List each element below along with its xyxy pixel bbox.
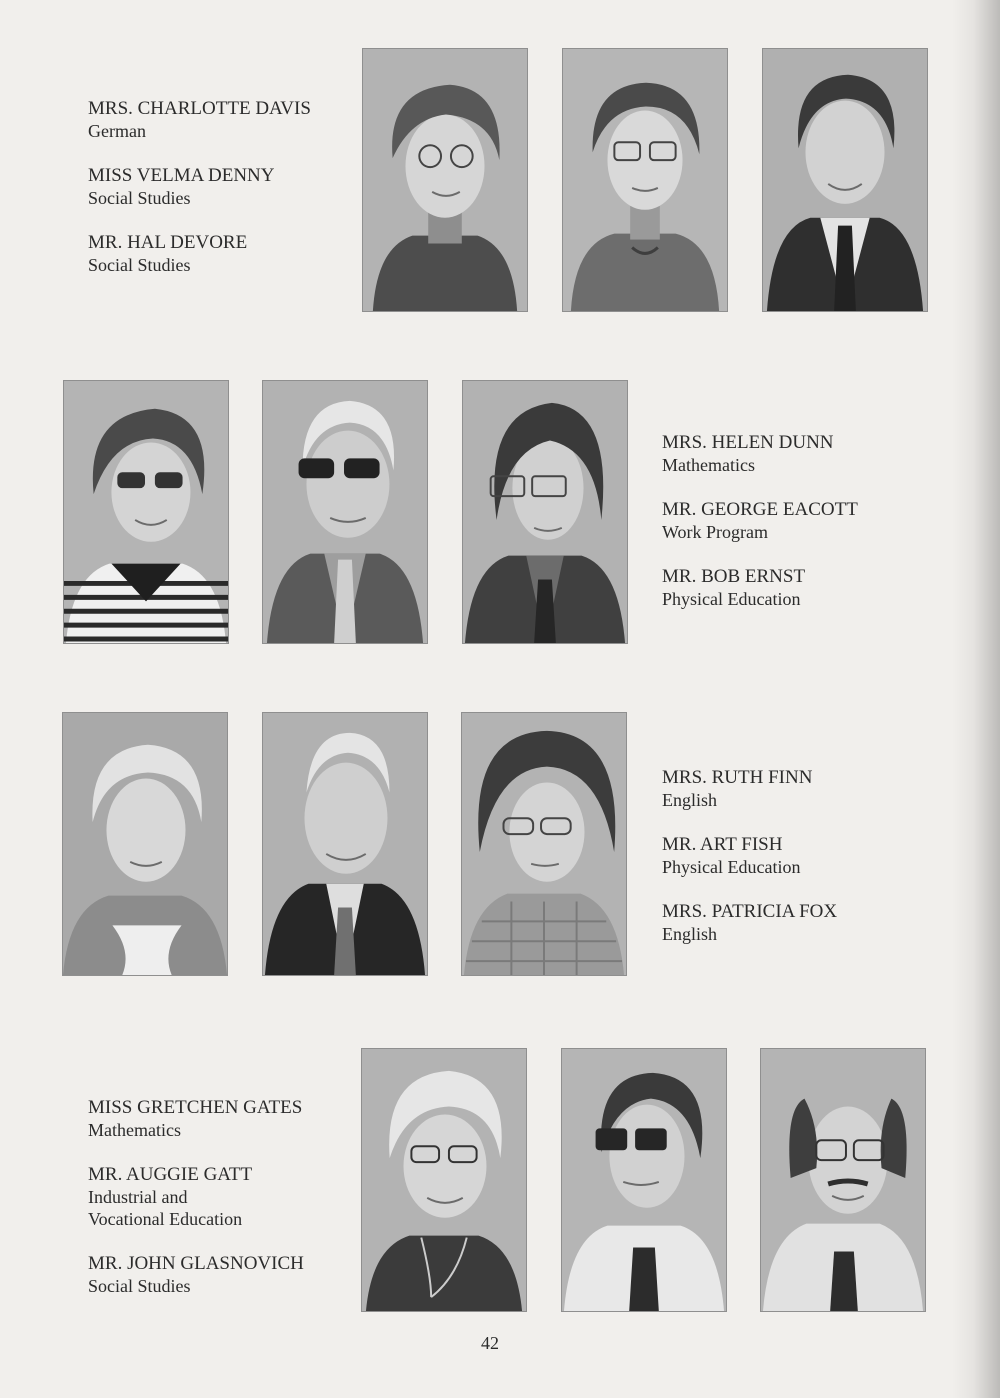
staff-entry	[88, 165, 311, 209]
portrait-photo-davis	[362, 48, 528, 312]
staff-department: Mathematics	[662, 455, 755, 475]
staff-entry	[662, 566, 858, 610]
staff-entry	[662, 767, 837, 811]
portrait-photo-fish	[262, 712, 428, 976]
page-number: 42	[481, 1333, 499, 1353]
staff-department: Physical Education	[662, 589, 801, 609]
staff-entry	[662, 432, 858, 476]
staff-department: Social Studies	[88, 255, 191, 275]
portrait-photo-fox	[461, 712, 627, 976]
staff-name: MR. HAL DEVORE	[88, 232, 248, 253]
portrait-photo-finn	[62, 712, 228, 976]
portrait-photo-devore	[762, 48, 928, 312]
staff-entry	[88, 1253, 304, 1297]
staff-entry	[662, 499, 858, 543]
staff-name: MRS. RUTH FINN	[662, 767, 813, 788]
staff-entry	[662, 834, 837, 878]
page-binding-shadow	[952, 0, 1000, 1398]
staff-name: MRS. CHARLOTTE DAVIS	[88, 98, 311, 119]
caption-block-3	[662, 767, 837, 945]
staff-entry	[88, 1097, 304, 1141]
staff-department: English	[662, 790, 718, 810]
staff-department: Physical Education	[662, 857, 801, 877]
staff-department: German	[88, 121, 146, 141]
staff-department: English	[662, 924, 718, 944]
staff-entry	[88, 1164, 304, 1230]
portrait-photo-dunn	[63, 380, 229, 644]
staff-entry	[662, 901, 837, 945]
staff-department: Industrial and Vocational Education	[88, 1187, 243, 1229]
portrait-photo-eacott	[262, 380, 428, 644]
portrait-photo-denny	[562, 48, 728, 312]
staff-name: MISS GRETCHEN GATES	[88, 1097, 303, 1118]
portrait-photo-ernst	[462, 380, 628, 644]
staff-name: MR. AUGGIE GATT	[88, 1164, 253, 1185]
staff-name: MR. GEORGE EACOTT	[662, 499, 858, 520]
staff-name: MR. ART FISH	[662, 834, 783, 855]
portrait-photo-gatt	[561, 1048, 727, 1312]
staff-name: MRS. PATRICIA FOX	[662, 901, 838, 922]
staff-department: Social Studies	[88, 1276, 191, 1296]
caption-block-4	[88, 1097, 304, 1297]
staff-name: MR. BOB ERNST	[662, 566, 806, 587]
staff-department: Mathematics	[88, 1120, 181, 1140]
staff-entry	[88, 232, 311, 276]
staff-entry	[88, 98, 311, 142]
portrait-photo-glasnovich	[760, 1048, 926, 1312]
staff-name: MR. JOHN GLASNOVICH	[88, 1253, 304, 1274]
staff-department: Work Program	[662, 522, 769, 542]
caption-block-1	[88, 98, 311, 276]
staff-department: Social Studies	[88, 188, 191, 208]
staff-name: MISS VELMA DENNY	[88, 165, 275, 186]
staff-name: MRS. HELEN DUNN	[662, 432, 834, 453]
portrait-photo-gates	[361, 1048, 527, 1312]
caption-block-2	[662, 432, 858, 610]
